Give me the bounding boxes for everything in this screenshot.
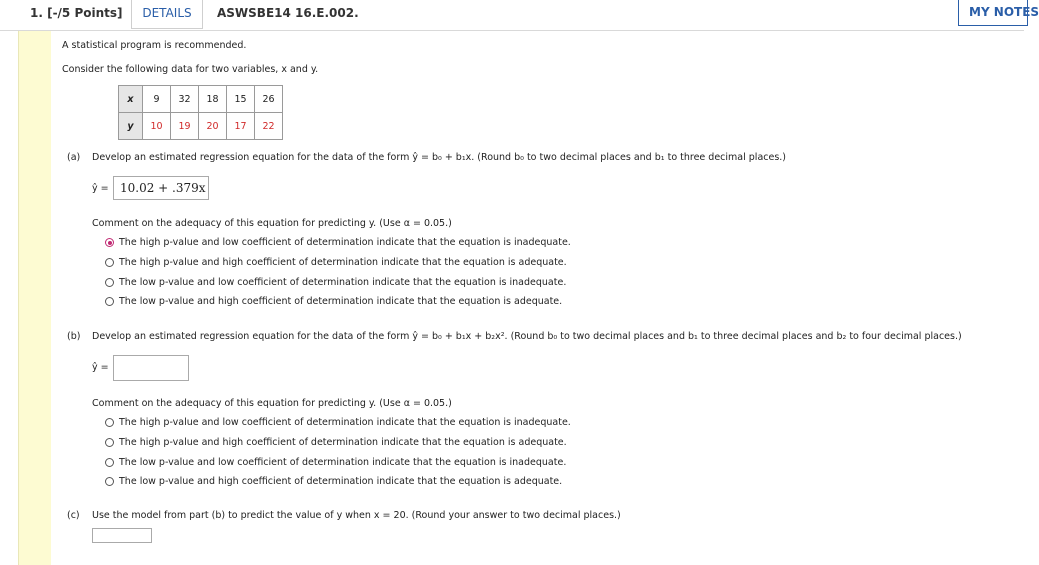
part-a-option-radio[interactable] <box>105 258 114 267</box>
part-b-option-label: The high p-value and high coefficient of determination indicate that the equation is adequate. <box>119 437 567 448</box>
part-a-option-label: The high p-value and low coefficient of determination indicate that the equation is inadequate. <box>119 237 571 248</box>
part-b-option-label: The low p-value and low coefficient of determination indicate that the equation is inadequate. <box>119 457 567 468</box>
y-value: 20 <box>199 113 227 140</box>
part-c-answer-field[interactable] <box>92 528 152 543</box>
intro-line-1: A statistical program is recommended. <box>62 40 247 51</box>
part-b-label: (b) <box>67 331 81 342</box>
y-label: y <box>119 113 143 140</box>
y-value: 19 <box>171 113 199 140</box>
part-b-option-radio[interactable] <box>105 477 114 486</box>
part-c-prompt: Use the model from part (b) to predict the value of y when x = 20. (Round your answer to two decimal places.) <box>92 510 621 521</box>
y-value: 10 <box>143 113 171 140</box>
part-a-answer-value: 10.02 + .379x <box>120 181 206 195</box>
x-value: 15 <box>227 86 255 113</box>
part-a-option-radio[interactable] <box>105 278 114 287</box>
part-a-option-radio[interactable] <box>105 297 114 306</box>
part-b-option-radio[interactable] <box>105 418 114 427</box>
x-value: 9 <box>143 86 171 113</box>
part-b-yhat-label: ŷ = <box>92 362 109 373</box>
question-header <box>0 0 1039 31</box>
x-label: x <box>119 86 143 113</box>
part-b-option-radio[interactable] <box>105 438 114 447</box>
question-sidebar <box>18 31 51 565</box>
table-row <box>119 86 283 113</box>
intro-line-2: Consider the following data for two variables, x and y. <box>62 64 319 75</box>
part-b-option-label: The high p-value and low coefficient of determination indicate that the equation is inadequate. <box>119 417 571 428</box>
part-a-option-label: The low p-value and low coefficient of determination indicate that the equation is inadequate. <box>119 277 567 288</box>
part-b-option-label: The low p-value and high coefficient of determination indicate that the equation is adequate. <box>119 476 563 487</box>
part-a-option-radio[interactable] <box>105 238 114 247</box>
part-c-label: (c) <box>67 510 80 521</box>
part-a-prompt: Develop an estimated regression equation for the data of the form ŷ = b₀ + b₁x. (Round b₀ to two decimal places and b₁ to three decimal places.) <box>92 152 787 163</box>
part-b-comment-prompt: Comment on the adequacy of this equation for predicting y. (Use α = 0.05.) <box>92 398 452 409</box>
details-button[interactable]: DETAILS <box>131 0 203 29</box>
x-value: 26 <box>255 86 283 113</box>
question-number: 1. [-/5 Points] <box>30 6 123 20</box>
question-code: ASWSBE14 16.E.002. <box>217 6 359 20</box>
part-a-option-label: The high p-value and high coefficient of determination indicate that the equation is adequate. <box>119 257 567 268</box>
x-value: 18 <box>199 86 227 113</box>
part-a-yhat-label: ŷ = <box>92 183 109 194</box>
part-b-answer-field[interactable] <box>113 355 189 381</box>
data-table <box>118 85 283 140</box>
part-a-answer-field[interactable] <box>113 176 209 200</box>
part-a-label: (a) <box>67 152 81 163</box>
part-b-prompt: Develop an estimated regression equation for the data of the form ŷ = b₀ + b₁x + b₂x². (Round b₀ to two decimal places and b₁ to three decimal places and b₂ to four decimal places.) <box>92 331 962 342</box>
y-value: 22 <box>255 113 283 140</box>
part-a-comment-prompt: Comment on the adequacy of this equation for predicting y. (Use α = 0.05.) <box>92 218 452 229</box>
part-a-option-label: The low p-value and high coefficient of determination indicate that the equation is adequate. <box>119 296 563 307</box>
my-notes-button[interactable]: MY NOTES <box>958 0 1028 26</box>
table-row <box>119 113 283 140</box>
y-value: 17 <box>227 113 255 140</box>
part-b-option-radio[interactable] <box>105 458 114 467</box>
x-value: 32 <box>171 86 199 113</box>
